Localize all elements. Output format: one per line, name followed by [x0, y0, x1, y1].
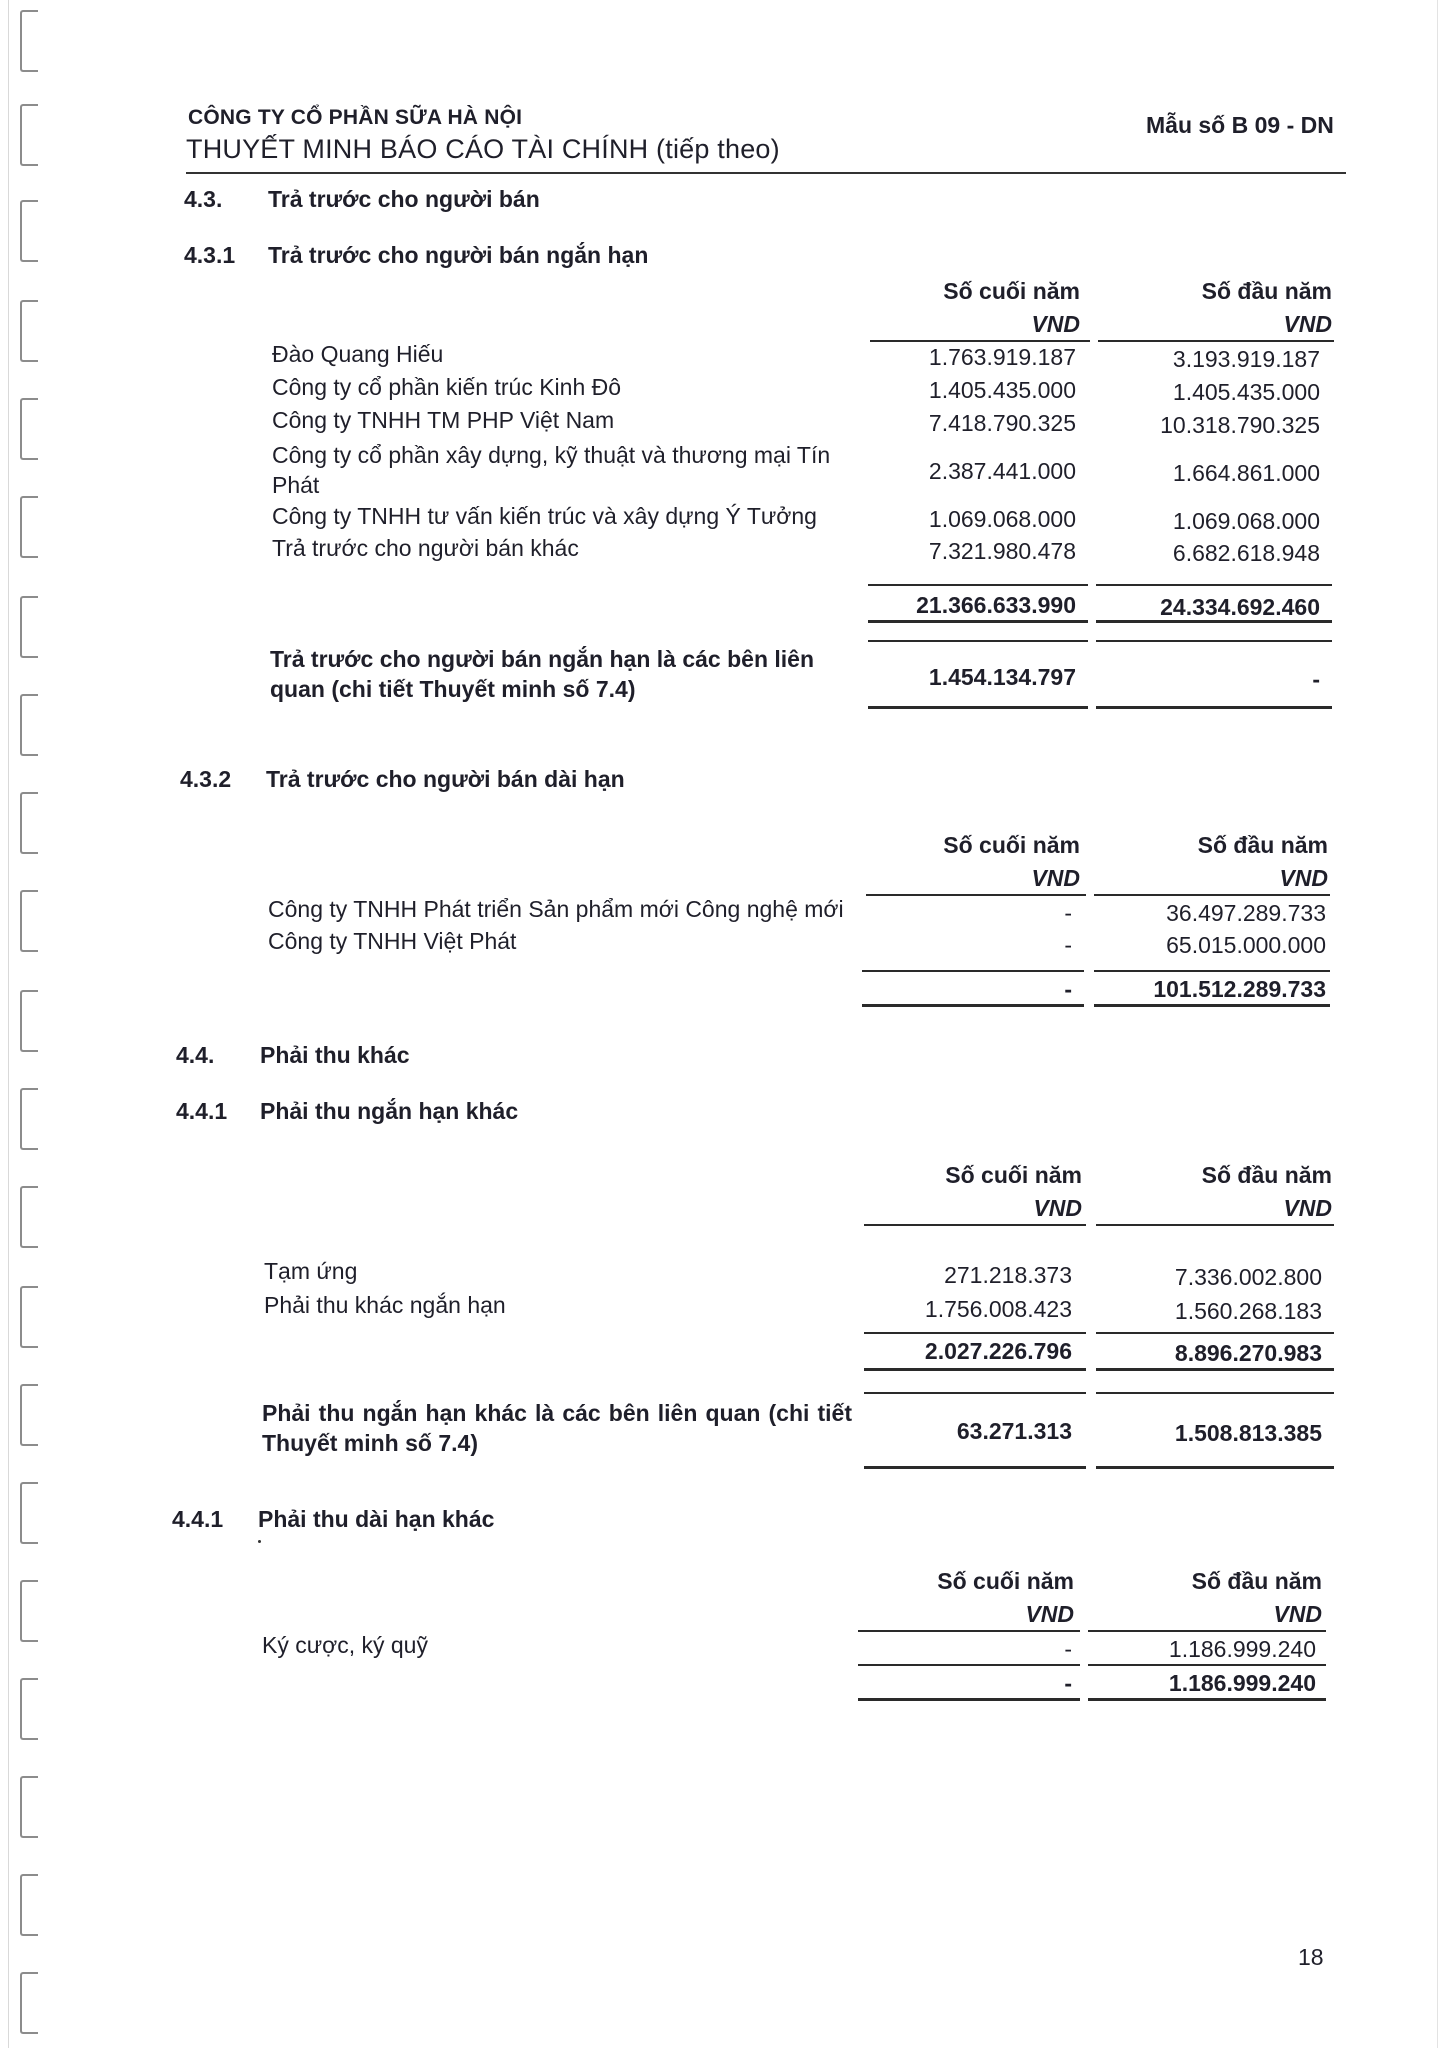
section-number: 4.4.1 [176, 1098, 228, 1124]
column-rule [858, 1630, 1080, 1632]
binder-hole [20, 1874, 38, 1936]
binder-hole [20, 104, 38, 166]
currency-label: VND [1279, 865, 1328, 891]
page-edge [1437, 0, 1438, 2048]
total-rule [1096, 1368, 1334, 1371]
subtotal-rule [864, 1332, 1086, 1334]
column-header-end-year [860, 278, 1080, 338]
section-title: Phải thu khác [260, 1042, 410, 1068]
row-label: Đào Quang Hiếu [272, 341, 444, 367]
row-label: Công ty TNHH Việt Phát [268, 928, 517, 954]
amount-begin-year: 1.186.999.240 [1168, 1636, 1316, 1662]
total-end-year: 2.027.226.796 [924, 1338, 1072, 1364]
subtotal-rule [858, 1664, 1080, 1666]
amount-end-year: 7.418.790.325 [928, 410, 1076, 436]
amount-end-year: 271.218.373 [944, 1262, 1072, 1288]
column-header-label: Số đầu năm [1201, 1162, 1332, 1188]
binder-hole [20, 694, 38, 756]
currency-label: VND [1283, 1195, 1332, 1221]
column-header-begin-year [1110, 278, 1332, 338]
section-number: 4.4. [176, 1042, 215, 1068]
subtotal-rule [1094, 970, 1330, 972]
section-number: 4.3. [184, 186, 223, 212]
subtotal-rule [1096, 584, 1332, 586]
column-rule [1096, 1392, 1334, 1394]
currency-label: VND [1283, 311, 1332, 337]
column-header-label: Số đầu năm [1201, 278, 1332, 304]
subtotal-rule [862, 970, 1084, 972]
header-divider [186, 172, 1346, 174]
row-label: Ký cược, ký quỹ [262, 1632, 428, 1658]
total-end-year: - [1064, 976, 1072, 1002]
section-number: 4.3.1 [184, 242, 236, 268]
row-label: Công ty cổ phần kiến trúc Kinh Đô [272, 374, 622, 400]
amount-begin-year: 6.682.618.948 [1172, 540, 1320, 566]
section-title: Phải thu dài hạn khác [258, 1506, 495, 1532]
amount-begin-year: 10.318.790.325 [1160, 412, 1320, 438]
column-header-end-year [852, 1568, 1074, 1628]
form-number: Mẫu số B 09 - DN [1146, 112, 1334, 138]
currency-label: VND [1033, 1195, 1082, 1221]
amount-end-year: 1.405.435.000 [928, 377, 1076, 403]
section-title: Phải thu ngắn hạn khác [260, 1098, 519, 1124]
amount-begin-year: 1.560.268.183 [1174, 1298, 1322, 1324]
total-rule [858, 1698, 1080, 1701]
binder-hole [20, 398, 38, 460]
column-header-label: Số cuối năm [937, 1568, 1074, 1594]
column-rule [1098, 340, 1334, 342]
related-amount-end-year: 63.271.313 [956, 1418, 1072, 1444]
row-label: Công ty TNHH tư vấn kiến trúc và xây dựng Ý Tưởng [272, 503, 817, 529]
binder-hole [20, 596, 38, 658]
subtotal-rule [1088, 1664, 1326, 1666]
column-header-label: Số cuối năm [943, 832, 1080, 858]
column-header-end-year [862, 1162, 1082, 1222]
row-label: Tạm ứng [264, 1258, 358, 1284]
total-end-year: 21.366.633.990 [916, 592, 1076, 618]
binder-hole [20, 792, 38, 854]
related-party-label: Phải thu ngắn hạn khác là các bên liên quan (chi tiết Thuyết minh số 7.4) [262, 1400, 852, 1456]
binder-hole [20, 1776, 38, 1838]
amount-end-year: - [1064, 1636, 1072, 1662]
section-number: 4.3.2 [180, 766, 232, 792]
column-header-end-year [860, 832, 1080, 892]
total-rule [1088, 1698, 1326, 1701]
total-begin-year: 1.186.999.240 [1168, 1670, 1316, 1696]
related-amount-begin-year: - [1312, 666, 1320, 692]
total-rule [864, 1466, 1086, 1469]
currency-label: VND [1025, 1601, 1074, 1627]
amount-begin-year: 65.015.000.000 [1166, 932, 1326, 958]
binder-hole [20, 1384, 38, 1446]
total-end-year: - [1064, 1670, 1072, 1696]
currency-label: VND [1031, 865, 1080, 891]
amount-begin-year: 3.193.919.187 [1172, 346, 1320, 372]
total-rule [868, 706, 1088, 709]
row-label: Công ty TNHH Phát triển Sản phẩm mới Công nghệ mới [268, 896, 844, 922]
row-label: Phải thu khác ngắn hạn [264, 1292, 506, 1318]
column-header-label: Số cuối năm [943, 278, 1080, 304]
column-rule [868, 640, 1088, 642]
row-label: Công ty TNHH TM PHP Việt Nam [272, 407, 615, 433]
binder-hole [20, 1088, 38, 1150]
amount-end-year: 1.069.068.000 [928, 506, 1076, 532]
total-rule [1096, 620, 1332, 623]
amount-end-year: 1.763.919.187 [928, 344, 1076, 370]
section-title: Trả trước cho người bán ngắn hạn [268, 242, 649, 268]
column-rule [866, 894, 1086, 896]
binder-hole [20, 496, 38, 558]
row-label: Trả trước cho người bán khác [272, 535, 579, 561]
section-title: Trả trước cho người bán dài hạn [266, 766, 625, 792]
related-party-label: Trả trước cho người bán ngắn hạn là các bên liên quan (chi tiết Thuyết minh số 7.4) [270, 646, 815, 702]
section-title: Trả trước cho người bán [268, 186, 540, 212]
column-rule [870, 340, 1090, 342]
amount-begin-year: 1.069.068.000 [1172, 508, 1320, 534]
amount-end-year: 1.756.008.423 [924, 1296, 1072, 1322]
currency-label: VND [1273, 1601, 1322, 1627]
total-rule [1096, 706, 1332, 709]
column-rule [1094, 894, 1330, 896]
column-header-label: Số đầu năm [1191, 1568, 1322, 1594]
column-rule [1096, 1224, 1334, 1226]
column-header-label: Số cuối năm [945, 1162, 1082, 1188]
amount-begin-year: 1.405.435.000 [1172, 379, 1320, 405]
binder-hole [20, 300, 38, 362]
binder-hole [20, 1482, 38, 1544]
amount-begin-year: 1.664.861.000 [1172, 460, 1320, 486]
column-header-begin-year [1110, 1162, 1332, 1222]
page-number: 18 [1298, 1944, 1324, 1970]
amount-begin-year: 36.497.289.733 [1166, 900, 1326, 926]
total-rule [868, 620, 1088, 623]
column-rule [864, 1224, 1086, 1226]
binder-edge [8, 0, 9, 2048]
binder-hole [20, 990, 38, 1052]
amount-end-year: 7.321.980.478 [928, 538, 1076, 564]
stray-dot [258, 1540, 261, 1543]
amount-end-year: - [1064, 932, 1072, 958]
total-rule [864, 1368, 1086, 1371]
currency-label: VND [1031, 311, 1080, 337]
column-header-begin-year [1106, 832, 1328, 892]
amount-begin-year: 7.336.002.800 [1174, 1264, 1322, 1290]
total-begin-year: 24.334.692.460 [1160, 594, 1320, 620]
binder-hole [20, 1678, 38, 1740]
binder-hole [20, 1580, 38, 1642]
column-rule [1096, 640, 1332, 642]
column-rule [1088, 1630, 1326, 1632]
row-label: Công ty cổ phần xây dựng, kỹ thuật và thương mại Tín Phát [272, 442, 831, 498]
total-rule [862, 1004, 1084, 1007]
company-name: CÔNG TY CỔ PHẦN SỮA HÀ NỘI [188, 106, 523, 129]
column-header-begin-year [1100, 1568, 1322, 1628]
amount-end-year: - [1064, 900, 1072, 926]
binder-hole [20, 1186, 38, 1248]
binder-hole [20, 1286, 38, 1348]
binder-hole [20, 1972, 38, 2034]
binder-hole [20, 10, 38, 72]
total-begin-year: 8.896.270.983 [1174, 1340, 1322, 1366]
column-header-label: Số đầu năm [1197, 832, 1328, 858]
amount-end-year: 2.387.441.000 [928, 458, 1076, 484]
binder-hole [20, 890, 38, 952]
binder-hole [20, 200, 38, 262]
report-title: THUYẾT MINH BÁO CÁO TÀI CHÍNH (tiếp theo) [186, 134, 780, 164]
subtotal-rule [1096, 1332, 1334, 1334]
total-begin-year: 101.512.289.733 [1153, 976, 1326, 1002]
column-rule [864, 1392, 1086, 1394]
total-rule [1096, 1466, 1334, 1469]
section-number: 4.4.1 [172, 1506, 224, 1532]
related-amount-end-year: 1.454.134.797 [928, 664, 1076, 690]
total-rule [1094, 1004, 1330, 1007]
subtotal-rule [868, 584, 1088, 586]
related-amount-begin-year: 1.508.813.385 [1174, 1420, 1322, 1446]
